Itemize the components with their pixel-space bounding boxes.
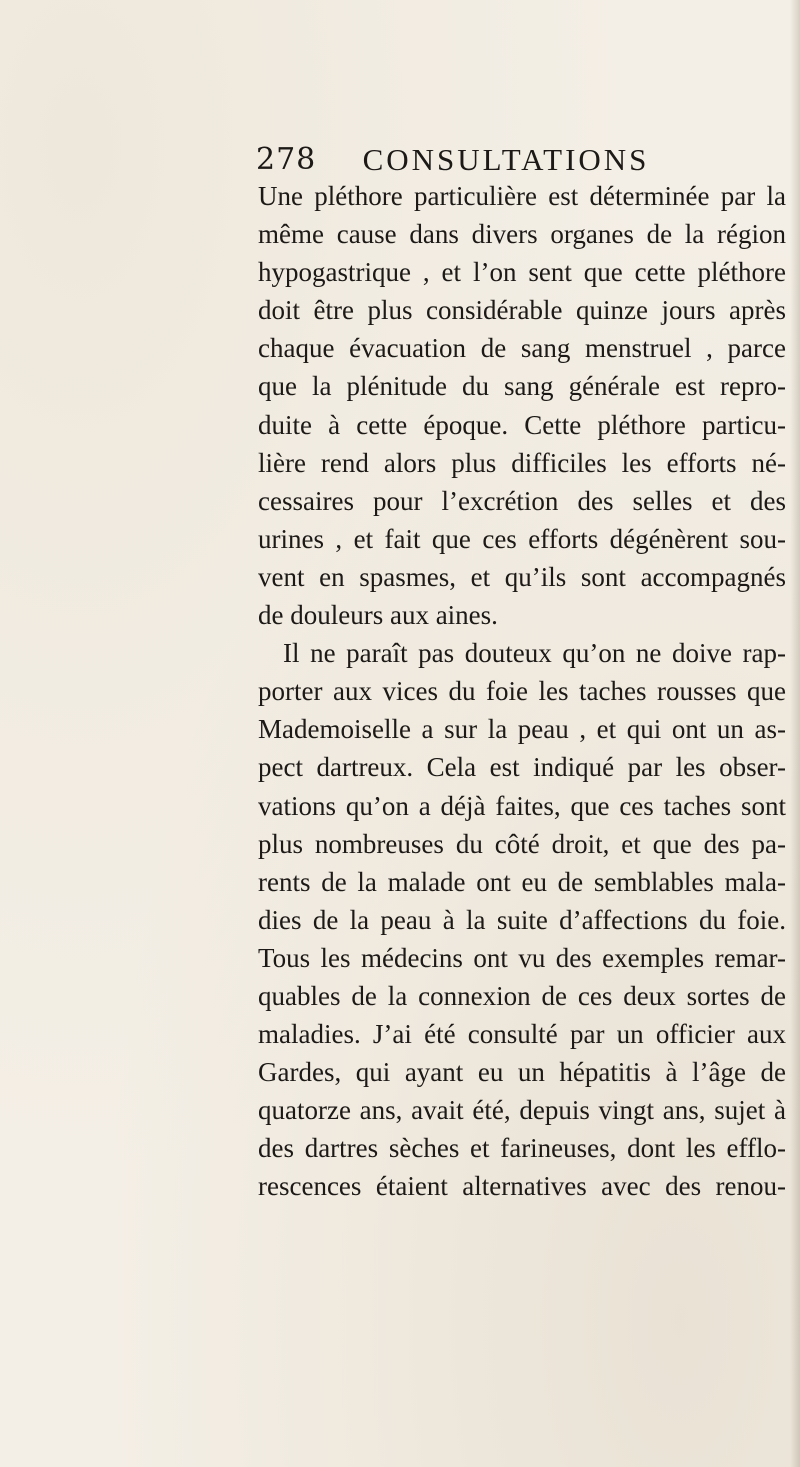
- text-line: doit être plus considérable quinze jours après: [258, 295, 786, 326]
- text-line: rescences étaient alternatives avec des renou-: [258, 1171, 786, 1202]
- text-line: duite à cette époque. Cette pléthore particu-: [258, 409, 786, 440]
- text-line: Tous les médecins ont vu des exemples remar-: [258, 942, 786, 973]
- text-line: Gardes, qui ayant eu un hépatitis à l’âge de: [258, 1057, 786, 1088]
- text-line: quables de la connexion de ces deux sortes de: [258, 980, 786, 1011]
- text-line: rents de la malade ont eu de semblables mala-: [258, 866, 786, 897]
- text-line: Il ne paraît pas douteux qu’on ne doive rap-: [283, 638, 786, 669]
- text-line: plus nombreuses du côté droit, et que des pa-: [258, 828, 786, 859]
- running-title: CONSULTATIONS: [362, 142, 650, 177]
- text-line: des dartres sèches et farineuses, dont les efflo-: [258, 1133, 786, 1164]
- text-line: que la plénitude du sang générale est repro-: [258, 371, 786, 402]
- text-line: même cause dans divers organes de la région: [258, 219, 786, 250]
- text-line: de douleurs aux aines.: [258, 600, 498, 631]
- body-text: [258, 177, 786, 1206]
- text-line: pect dartreux. Cela est indiqué par les obser-: [258, 752, 786, 783]
- text-line: dies de la peau à la suite d’affections du foie.: [258, 904, 786, 935]
- text-line: maladies. J’ai été consulté par un officier aux: [258, 1019, 786, 1050]
- text-line: cessaires pour l’excrétion des selles et des: [258, 485, 786, 516]
- page-edge-shadow: [790, 0, 800, 1467]
- text-line: Mademoiselle a sur la peau , et qui ont un as-: [258, 714, 786, 745]
- text-line: vent en spasmes, et qu’ils sont accompagnés: [258, 561, 786, 592]
- text-line: urines , et fait que ces efforts dégénèrent sou-: [258, 523, 786, 554]
- text-line: quatorze ans, avait été, depuis vingt ans, sujet à: [258, 1095, 786, 1126]
- text-line: Une pléthore particulière est déterminée par la: [258, 181, 786, 211]
- text-line: hypogastrique , et l’on sent que cette pléthore: [258, 257, 786, 288]
- text-line: chaque évacuation de sang menstruel , parce: [258, 333, 786, 364]
- page-header: [256, 140, 756, 180]
- text-line: vations qu’on a déjà faites, que ces taches sont: [258, 790, 786, 821]
- text-line: lière rend alors plus difficiles les efforts né-: [258, 447, 786, 478]
- text-line: porter aux vices du foie les taches rousses que: [258, 676, 786, 707]
- page-number: 278: [256, 142, 317, 177]
